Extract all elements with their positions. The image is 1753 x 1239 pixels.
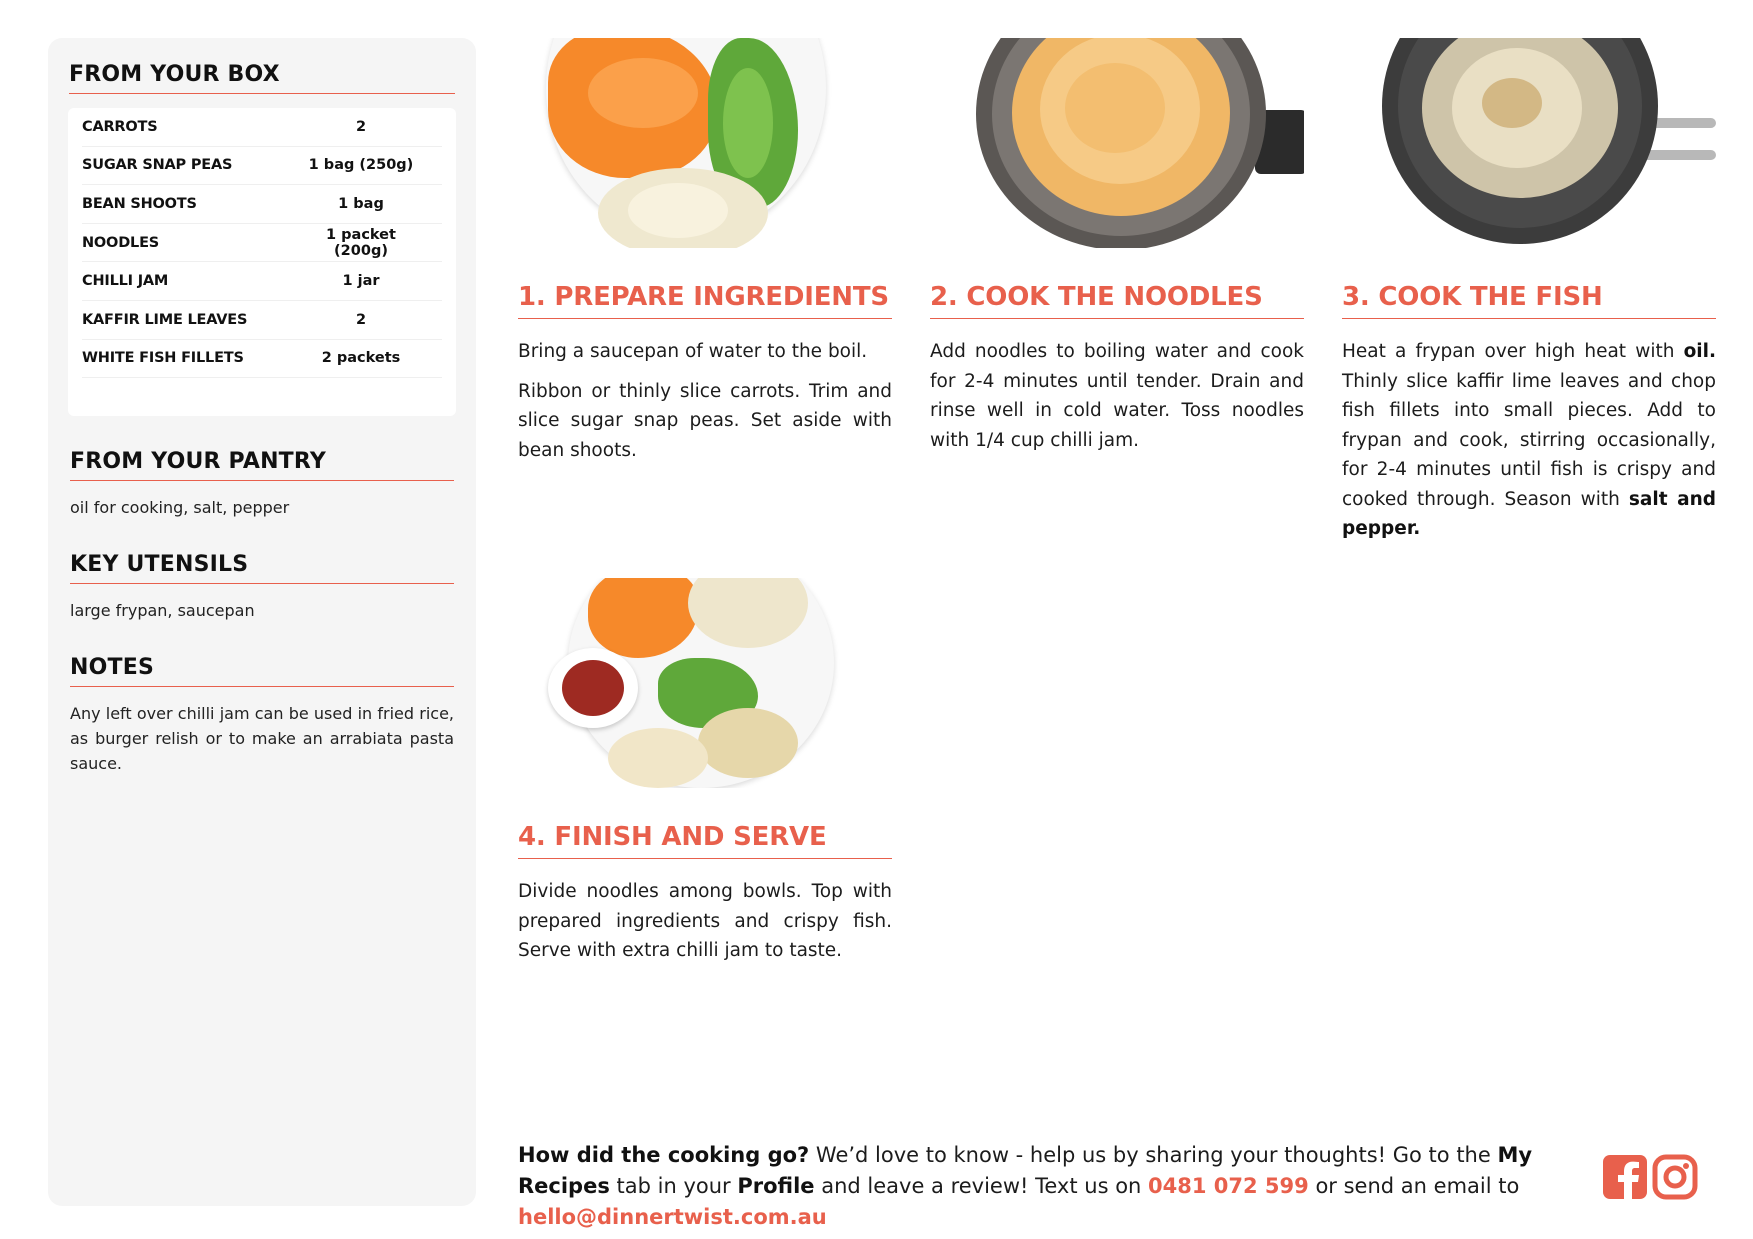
- ingredients-sidebar: [48, 38, 476, 1206]
- step-3-title: 3. COOK THE FISH: [1342, 282, 1716, 319]
- ingredient-qty: 1 bag: [338, 195, 384, 212]
- table-row: [82, 108, 442, 147]
- step-3-photo: [1342, 38, 1716, 248]
- feedback-footer: How did the cooking go? We’d love to know - help us by sharing your thoughts! Go to the My Recipes tab in your Profile and leave a review! Text us on 0481 072 599 or send an email to hello@dinnertwist.com.au: [518, 1143, 1533, 1229]
- table-row: [82, 262, 442, 301]
- notes-heading: NOTES: [70, 655, 454, 687]
- table-row: [82, 185, 442, 224]
- ingredient-name: WHITE FISH FILLETS: [82, 350, 244, 367]
- ingredient-name: CHILLI JAM: [82, 273, 169, 290]
- table-row: [82, 224, 442, 263]
- ingredient-qty: 1 bag (250g): [308, 157, 414, 174]
- notes-text: Any left over chilli jam can be used in fried rice, as burger relish or to make an arrabiata pasta sauce.: [70, 704, 454, 773]
- step-1-photo: [518, 38, 892, 248]
- table-row: [82, 301, 442, 340]
- my-recipes-label: My Recipes: [518, 1143, 1533, 1198]
- step-1: [518, 38, 892, 465]
- step-2-text-1: Add noodles to boiling water and cook for 2-4 minutes until tender. Drain and rinse well in cold water. Toss noodles with 1/4 cup chilli jam.: [930, 341, 1304, 451]
- box-ingredients-table: [68, 108, 456, 416]
- pantry-text: oil for cooking, salt, pepper: [70, 498, 290, 517]
- ingredient-qty: 2 packets: [321, 350, 401, 367]
- ingredient-name: CARROTS: [82, 118, 158, 135]
- ingredient-qty: 1 jar: [342, 273, 380, 290]
- facebook-icon[interactable]: [1602, 1154, 1648, 1200]
- step-4-body: [518, 877, 892, 966]
- step-3-text: Heat a frypan over high heat with oil. Thinly slice kaffir lime leaves and chop fish fillets into small pieces. Add to frypan and cook, stirring occasionally, for 2-4 minutes until fish is crispy and cooked through. Season with salt and pepper.: [1342, 341, 1716, 539]
- ingredient-qty: 2: [355, 118, 367, 135]
- utensils-text: large frypan, saucepan: [70, 601, 255, 620]
- box-heading: FROM YOUR BOX: [69, 62, 455, 94]
- step-2-photo: [930, 38, 1304, 248]
- step-3-body: [1342, 337, 1716, 544]
- footer-question: How did the cooking go?: [518, 1143, 810, 1167]
- step-1-body: [518, 337, 892, 465]
- step-4: [518, 578, 892, 966]
- ingredient-qty: 2: [355, 311, 367, 328]
- step-4-text: Divide noodles among bowls. Top with prepared ingredients and crispy fish. Serve with extra chilli jam to taste.: [518, 881, 892, 961]
- utensils-heading: KEY UTENSILS: [70, 552, 454, 584]
- ingredient-qty: 1 packet (200g): [326, 226, 396, 259]
- step-2: [930, 38, 1304, 455]
- step-1-text-2: Ribbon or thinly slice carrots. Trim and slice sugar snap peas. Set aside with bean shoots.: [518, 380, 892, 461]
- step-2-body: [930, 337, 1304, 455]
- step-1-text-1: Bring a saucepan of water to the boil.: [518, 341, 868, 362]
- ingredient-name: KAFFIR LIME LEAVES: [82, 311, 248, 328]
- ingredient-name: BEAN SHOOTS: [82, 195, 197, 212]
- table-row: [82, 340, 442, 379]
- step-4-photo: [518, 578, 892, 788]
- step-1-title: 1. PREPARE INGREDIENTS: [518, 282, 892, 319]
- phone-link[interactable]: 0481 072 599: [1148, 1174, 1309, 1198]
- ingredient-name: SUGAR SNAP PEAS: [82, 157, 233, 174]
- pantry-heading: FROM YOUR PANTRY: [70, 449, 454, 481]
- profile-label: Profile: [737, 1174, 815, 1198]
- table-row: [82, 147, 442, 186]
- ingredient-name: NOODLES: [82, 234, 160, 251]
- step-2-title: 2. COOK THE NOODLES: [930, 282, 1304, 319]
- step-3: [1342, 38, 1716, 544]
- step-4-title: 4. FINISH AND SERVE: [518, 822, 892, 859]
- pantry-section: [68, 449, 456, 776]
- email-link[interactable]: hello@dinnertwist.com.au: [518, 1205, 827, 1229]
- instagram-icon[interactable]: [1652, 1154, 1698, 1200]
